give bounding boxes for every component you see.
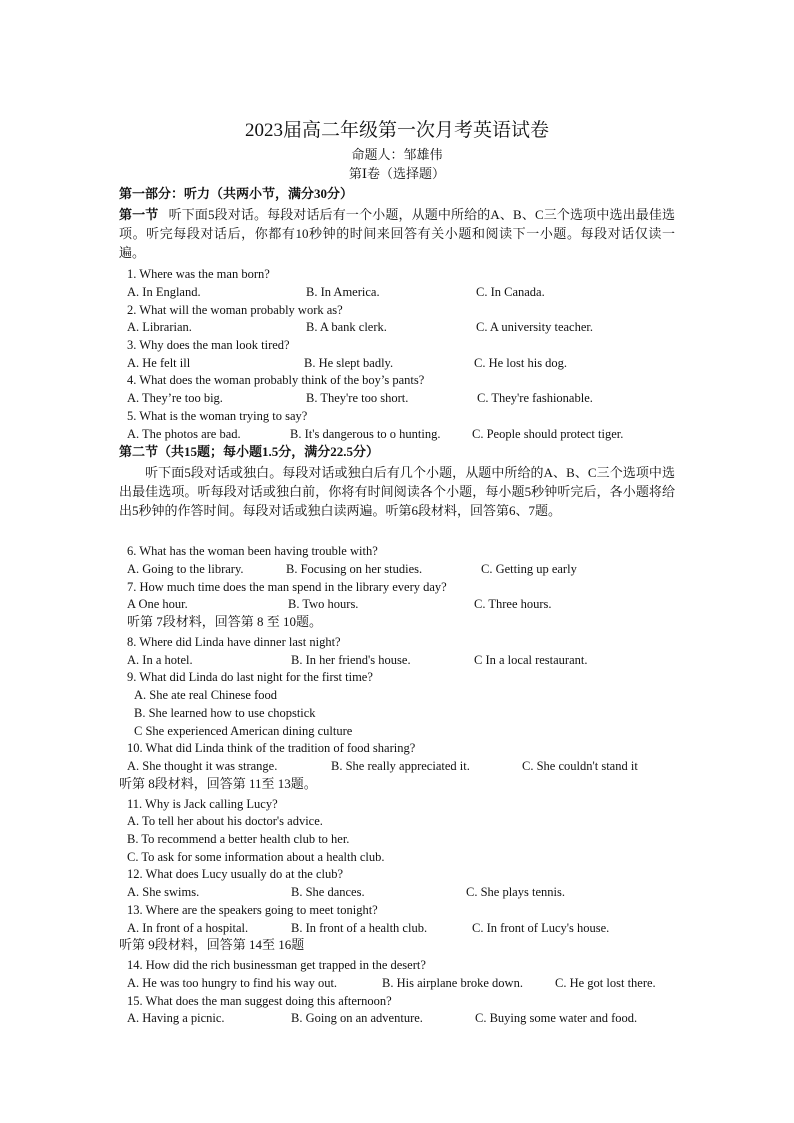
- question-9: 9. What did Linda do last night for the first time?: [127, 670, 373, 684]
- q13-option-c[interactable]: C. In front of Lucy's house.: [472, 921, 610, 935]
- question-10: 10. What did Linda think of the tradition of food sharing?: [127, 741, 416, 755]
- q14-option-b[interactable]: B. His airplane broke down.: [382, 976, 523, 990]
- q10-option-c[interactable]: C. She couldn't stand it: [522, 759, 638, 773]
- q15-option-c[interactable]: C. Buying some water and food.: [475, 1011, 638, 1025]
- question-5: 5. What is the woman trying to say?: [127, 409, 308, 423]
- q9-option-b[interactable]: B. She learned how to use chopstick: [134, 706, 316, 720]
- q9-option-a[interactable]: A. She ate real Chinese food: [134, 688, 278, 702]
- q9-option-c[interactable]: C She experienced American dining culture: [134, 724, 353, 738]
- q5-option-b[interactable]: B. It's dangerous to o hunting.: [290, 427, 441, 441]
- q4-option-b[interactable]: B. They're too short.: [306, 391, 409, 405]
- author-line: 命题人：邹雄伟: [351, 147, 443, 162]
- q4-option-c[interactable]: C. They're fashionable.: [477, 391, 593, 405]
- q6-option-c[interactable]: C. Getting up early: [481, 562, 577, 576]
- q1-option-b[interactable]: B. In America.: [306, 285, 380, 299]
- q7-option-a[interactable]: A One hour.: [127, 597, 188, 611]
- q8-option-b[interactable]: B. In her friend's house.: [291, 653, 411, 667]
- material-7-note: 听第 7段材料，回答第 8 至 10题。: [127, 614, 323, 629]
- q10-option-b[interactable]: B. She really appreciated it.: [331, 759, 470, 773]
- section1-instructions: [119, 205, 675, 263]
- q14-option-c[interactable]: C. He got lost there.: [555, 976, 656, 990]
- question-15: 15. What does the man suggest doing this afternoon?: [127, 994, 392, 1008]
- q1-option-c[interactable]: C. In Canada.: [476, 285, 545, 299]
- q12-option-b[interactable]: B. She dances.: [291, 885, 365, 899]
- q10-option-a[interactable]: A. She thought it was strange.: [127, 759, 278, 773]
- q7-option-b[interactable]: B. Two hours.: [288, 597, 359, 611]
- question-13: 13. Where are the speakers going to meet tonight?: [127, 903, 378, 917]
- question-12: 12. What does Lucy usually do at the club?: [127, 867, 344, 881]
- q2-option-a[interactable]: A. Librarian.: [127, 320, 192, 334]
- q13-option-a[interactable]: A. In front of a hospital.: [127, 921, 249, 935]
- question-8: 8. Where did Linda have dinner last night?: [127, 635, 341, 649]
- q11-option-a[interactable]: A. To tell her about his doctor's advice.: [127, 814, 323, 828]
- q3-option-a[interactable]: A. He felt ill: [127, 356, 191, 370]
- q12-option-c[interactable]: C. She plays tennis.: [466, 885, 565, 899]
- q5-option-a[interactable]: A. The photos are bad.: [127, 427, 241, 441]
- q3-option-b[interactable]: B. He slept badly.: [304, 356, 394, 370]
- section1-label: 第一节: [119, 207, 159, 222]
- q11-option-b[interactable]: B. To recommend a better health club to her.: [127, 832, 350, 846]
- q3-option-c[interactable]: C. He lost his dog.: [474, 356, 568, 370]
- section2-instructions: [119, 463, 675, 521]
- q11-option-c[interactable]: C. To ask for some information about a health club.: [127, 850, 385, 864]
- q15-option-b[interactable]: B. Going on an adventure.: [291, 1011, 423, 1025]
- q15-option-a[interactable]: A. Having a picnic.: [127, 1011, 225, 1025]
- section2-heading: 第二节（共15题；每小题1.5分，满分22.5分）: [119, 444, 380, 459]
- question-2: 2. What will the woman probably work as?: [127, 303, 343, 317]
- q7-option-c[interactable]: C. Three hours.: [474, 597, 552, 611]
- q5-option-c[interactable]: C. People should protect tiger.: [472, 427, 624, 441]
- q1-option-a[interactable]: A. In England.: [127, 285, 201, 299]
- question-14: 14. How did the rich businessman get trapped in the desert?: [127, 958, 426, 972]
- q2-option-b[interactable]: B. A bank clerk.: [306, 320, 387, 334]
- question-7: 7. How much time does the man spend in the library every day?: [127, 580, 447, 594]
- section1-text: 听下面5段对话。每段对话后有一个小题，从题中所给的A、B、C三个选项中选出最佳选项。听完每段对话后，你都有10秒钟的时间来回答有关小题和阅读下一小题。每段对话仅读一遍。: [119, 207, 675, 261]
- question-4: 4. What does the woman probably think of the boy’s pants?: [127, 373, 425, 387]
- q4-option-a[interactable]: A. They’re too big.: [127, 391, 223, 405]
- material-8-note: 听第 8段材料，回答第 11至 13题。: [119, 776, 317, 791]
- question-3: 3. Why does the man look tired?: [127, 338, 290, 352]
- q13-option-b[interactable]: B. In front of a health club.: [291, 921, 428, 935]
- q14-option-a[interactable]: A. He was too hungry to find his way out.: [127, 976, 338, 990]
- q6-option-b[interactable]: B. Focusing on her studies.: [286, 562, 423, 576]
- part1-heading: 第一部分：听力（共两小节，满分30分）: [119, 186, 354, 201]
- q8-option-a[interactable]: A. In a hotel.: [127, 653, 193, 667]
- material-9-note: 听第 9段材料，回答第 14至 16题: [119, 937, 305, 952]
- question-6: 6. What has the woman been having trouble with?: [127, 544, 378, 558]
- q8-option-c[interactable]: C In a local restaurant.: [474, 653, 588, 667]
- question-11: 11. Why is Jack calling Lucy?: [127, 797, 278, 811]
- q2-option-c[interactable]: C. A university teacher.: [476, 320, 593, 334]
- page-title: 2023届高二年级第一次月考英语试卷: [244, 120, 549, 141]
- section2-text: 听下面5段对话或独白。每段对话或独白后有几个小题，从题中所给的A、B、C三个选项中选出最佳选项。听每段对话或独白前，你将有时间阅读各个小题，每小题5秒钟听完后，各小题将给出5秒钟的作答时间。每段对话或独白读两遍。听第6段材料，回答第6、7题。: [119, 465, 675, 519]
- volume-heading: 第Ⅰ卷（选择题）: [348, 166, 446, 181]
- q12-option-a[interactable]: A. She swims.: [127, 885, 200, 899]
- question-1: 1. Where was the man born?: [127, 267, 270, 281]
- q6-option-a[interactable]: A. Going to the library.: [127, 562, 244, 576]
